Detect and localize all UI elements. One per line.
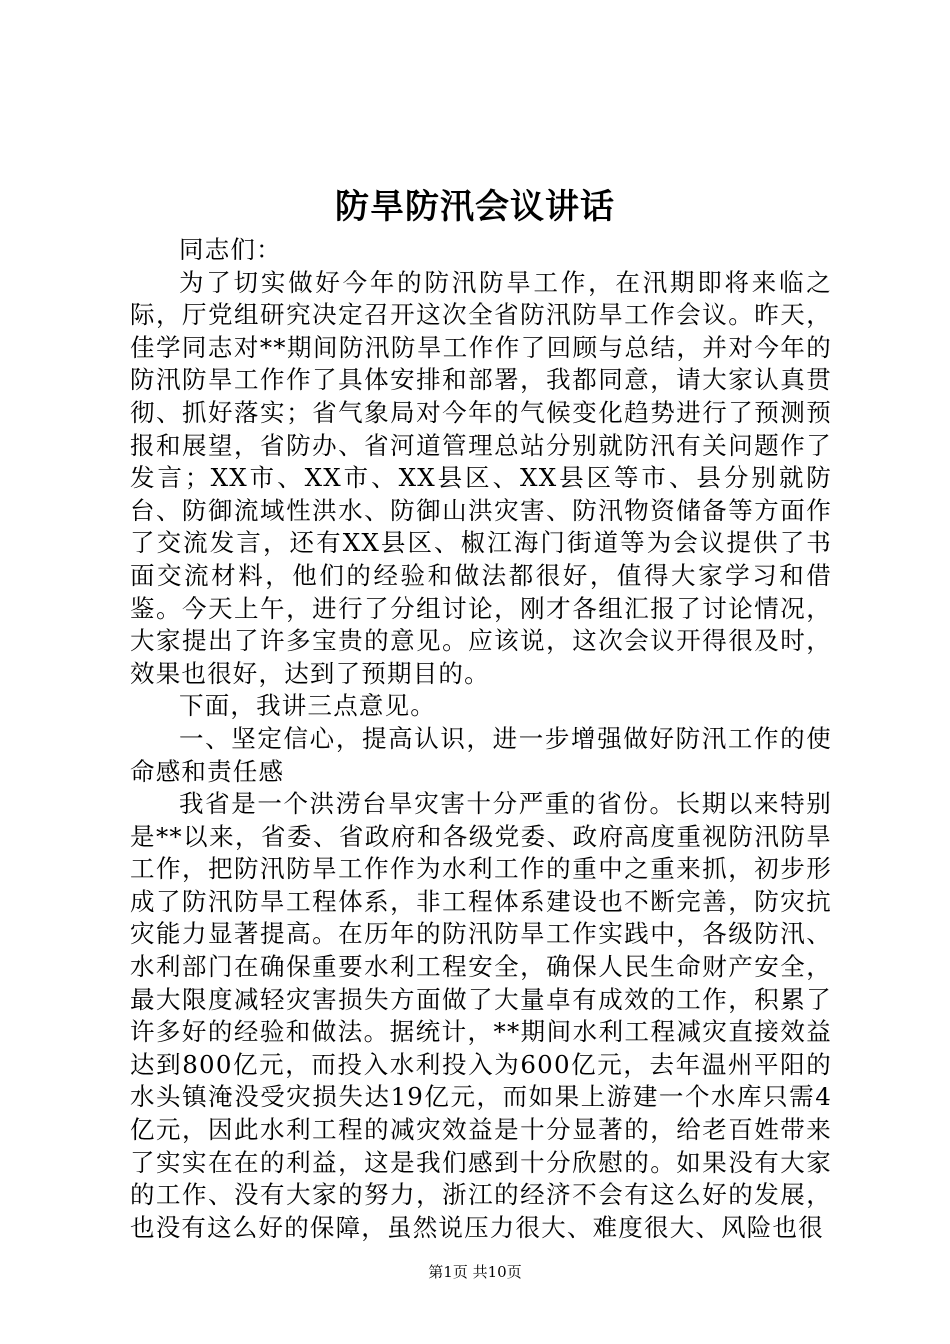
document-body — [130, 234, 832, 1244]
document-title: 防旱防汛会议讲话 — [335, 187, 615, 227]
page-number-footer: 第1页 共10页 — [428, 1263, 522, 1281]
salutation-paragraph: 同志们： — [179, 235, 282, 264]
intro-paragraph: 为了切实做好今年的防汛防旱工作，在汛期即将来临之际，厅党组研究决定召开这次全省防汛防旱工作会议。昨天，佳学同志对**期间防汛防旱工作作了回顾与总结，并对今年的防汛防旱工作作了具体安排和部署，我都同意，请大家认真贯彻、抓好落实；省气象局对今年的气候变化趋势进行了预测预报和展望，省防办、省河道管理总站分别就防汛有关问题作了发言；XX市、XX市、XX县区、XX县区等市、县分别就防台、防御流域性洪水、防御山洪灾害、防汛物资储备等方面作了交流发言，还有XX县区、椒江海门街道等为会议提供了书面交流材料，他们的经验和做法都很好，值得大家学习和借鉴。今天上午，进行了分组讨论，刚才各组汇报了讨论情况，大家提出了许多宝贵的意见。应该说，这次会议开得很及时，效果也很好，达到了预期目的。 — [130, 267, 832, 688]
section-heading-1: 一、坚定信心，提高认识，进一步增强做好防汛工作的使命感和责任感 — [130, 723, 832, 786]
transition-paragraph: 下面，我讲三点意见。 — [179, 691, 436, 721]
section-body-paragraph: 我省是一个洪涝台旱灾害十分严重的省份。长期以来特别是**以来，省委、省政府和各级党委、政府高度重视防汛防旱工作，把防汛防旱工作作为水利工作的重中之重来抓，初步形成了防汛防旱工程体系，非工程体系建设也不断完善，防灾抗灾能力显著提高。在历年的防汛防旱工作实践中，各级防汛、水利部门在确保重要水利工程安全，确保人民生命财产安全，最大限度减轻灾害损失方面做了大量卓有成效的工作，积累了许多好的经验和做法。据统计，**期间水利工程减灾直接效益达到800亿元，而投入水利投入为600亿元，去年温州平阳的水头镇淹没受灾损失达19亿元，而如果上游建一个水库只需4亿元，因此水利工程的减灾效益是十分显著的，给老百姓带来了实实在在的利益，这是我们感到十分欣慰的。如果没有大家的工作、没有大家的努力，浙江的经济不会有这么好的发展，也没有这么好的保障，虽然说压力很大、难度很大、风险也很 — [130, 789, 832, 1242]
